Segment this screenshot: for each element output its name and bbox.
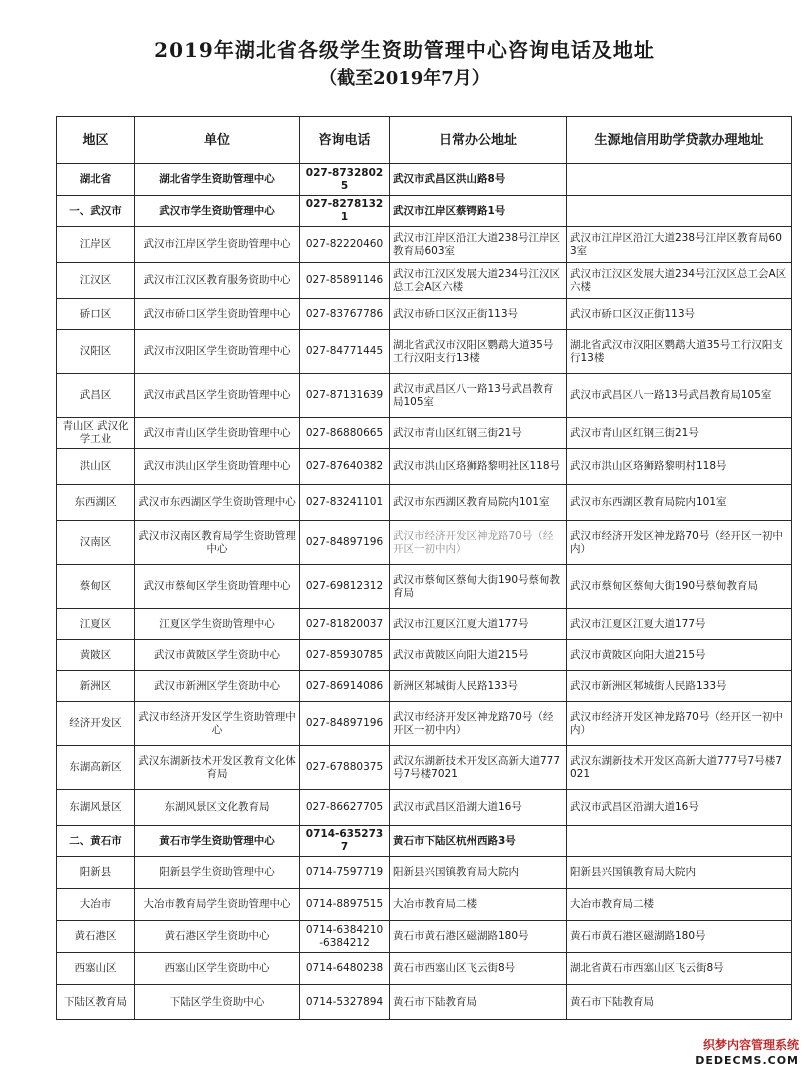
table-row [57, 374, 792, 418]
address-cell: 武汉市蔡甸区蔡甸大街190号蔡甸教育局 [390, 565, 567, 609]
phone-cell: 027-87131639 [300, 374, 390, 418]
address-cell: 武汉市黄陂区向阳大道215号 [390, 640, 567, 671]
loan-address-cell: 武汉市东西湖区教育局院内101室 [567, 485, 792, 521]
phone-cell: 027-84897196 [300, 702, 390, 746]
unit-cell: 武汉东湖新技术开发区教育文化体育局 [135, 746, 300, 790]
unit-cell: 武汉市硚口区学生资助管理中心 [135, 299, 300, 330]
phone-cell: 0714-6384210 -6384212 [300, 921, 390, 953]
address-cell: 武汉市硚口区汉正街113号 [390, 299, 567, 330]
unit-cell: 武汉市黄陂区学生资助中心 [135, 640, 300, 671]
region-cell: 硚口区 [57, 299, 135, 330]
unit-cell: 武汉市蔡甸区学生资助管理中心 [135, 565, 300, 609]
table-row [57, 746, 792, 790]
unit-cell: 武汉市江岸区学生资助管理中心 [135, 227, 300, 263]
address-cell: 武汉市经济开发区神龙路70号（经开区一初中内） [390, 702, 567, 746]
address-cell: 武汉市江夏区江夏大道177号 [390, 609, 567, 640]
address-cell: 武汉市武昌区洪山路8号 [390, 164, 567, 196]
document-subtitle: （截至2019年7月） [319, 68, 490, 89]
unit-cell: 黄石港区学生资助中心 [135, 921, 300, 953]
loan-address-cell: 阳新县兴国镇教育局大院内 [567, 857, 792, 889]
loan-address-cell: 湖北省黄石市西塞山区飞云街8号 [567, 953, 792, 985]
loan-address-cell: 武汉市江夏区江夏大道177号 [567, 609, 792, 640]
table-row [57, 449, 792, 485]
loan-address-cell: 黄石市下陆教育局 [567, 985, 792, 1020]
region-cell: 东湖高新区 [57, 746, 135, 790]
column-header-address: 日常办公地址 [390, 117, 567, 164]
table-row [57, 921, 792, 953]
loan-address-cell: 武汉市武昌区八一路13号武昌教育局105室 [567, 374, 792, 418]
table-row [57, 702, 792, 746]
column-header-loan-address: 生源地信用助学贷款办理地址 [567, 117, 792, 164]
phone-cell: 027-86914086 [300, 671, 390, 702]
column-header-phone: 咨询电话 [300, 117, 390, 164]
loan-address-cell: 武汉市江汉区发展大道234号江汉区总工会A区六楼 [567, 263, 792, 299]
region-cell: 东西湖区 [57, 485, 135, 521]
address-cell: 武汉市洪山区珞狮路黎明社区118号 [390, 449, 567, 485]
unit-cell: 武汉市武昌区学生资助管理中心 [135, 374, 300, 418]
region-cell: 洪山区 [57, 449, 135, 485]
document-title: 2019年湖北省各级学生资助管理中心咨询电话及地址 [154, 38, 655, 62]
unit-cell: 下陆区学生资助中心 [135, 985, 300, 1020]
region-cell: 武昌区 [57, 374, 135, 418]
phone-cell: 027-84771445 [300, 330, 390, 374]
region-cell: 江岸区 [57, 227, 135, 263]
address-cell: 阳新县兴国镇教育局大院内 [390, 857, 567, 889]
table-row [57, 671, 792, 702]
region-cell: 江夏区 [57, 609, 135, 640]
address-cell: 武汉市江岸区沿江大道238号江岸区教育局603室 [390, 227, 567, 263]
phone-cell: 027-69812312 [300, 565, 390, 609]
loan-address-cell: 大冶市教育局二楼 [567, 889, 792, 921]
table-row [57, 263, 792, 299]
table-row [57, 640, 792, 671]
unit-cell: 东湖风景区文化教育局 [135, 790, 300, 826]
table-row [57, 299, 792, 330]
table-row [57, 521, 792, 565]
loan-address-cell: 武汉市硚口区汉正街113号 [567, 299, 792, 330]
table-row [57, 985, 792, 1020]
loan-address-cell: 武汉市黄陂区向阳大道215号 [567, 640, 792, 671]
phone-cell: 027-86627705 [300, 790, 390, 826]
watermark-logo [695, 1038, 799, 1068]
loan-address-cell: 黄石市黄石港区磁湖路180号 [567, 921, 792, 953]
region-cell: 新洲区 [57, 671, 135, 702]
phone-cell: 027-85891146 [300, 263, 390, 299]
table-row [57, 330, 792, 374]
table-row [57, 227, 792, 263]
loan-address-cell [567, 196, 792, 227]
region-cell: 蔡甸区 [57, 565, 135, 609]
unit-cell: 黄石市学生资助管理中心 [135, 826, 300, 857]
unit-cell: 武汉市东西湖区学生资助管理中心 [135, 485, 300, 521]
loan-address-cell [567, 826, 792, 857]
region-cell: 汉阳区 [57, 330, 135, 374]
table-row [57, 196, 792, 227]
loan-address-cell: 武汉市青山区红钢三街21号 [567, 418, 792, 449]
address-cell: 新洲区邾城街人民路133号 [390, 671, 567, 702]
table-row [57, 418, 792, 449]
table-row [57, 485, 792, 521]
phone-cell: 027-87640382 [300, 449, 390, 485]
phone-cell: 027-83241101 [300, 485, 390, 521]
address-cell: 黄石市下陆区杭州西路3号 [390, 826, 567, 857]
unit-cell: 武汉市青山区学生资助管理中心 [135, 418, 300, 449]
region-cell: 二、黄石市 [57, 826, 135, 857]
address-cell: 大冶市教育局二楼 [390, 889, 567, 921]
phone-cell: 027-84897196 [300, 521, 390, 565]
loan-address-cell: 武汉市蔡甸区蔡甸大街190号蔡甸教育局 [567, 565, 792, 609]
table-row [57, 857, 792, 889]
table-row [57, 164, 792, 196]
watermark-url: DEDECMS.COM [695, 1054, 799, 1067]
loan-address-cell: 武汉市经济开发区神龙路70号（经开区一初中内） [567, 702, 792, 746]
table-row [57, 826, 792, 857]
region-cell: 经济开发区 [57, 702, 135, 746]
unit-cell: 武汉市汉阳区学生资助管理中心 [135, 330, 300, 374]
address-cell: 黄石市西塞山区飞云街8号 [390, 953, 567, 985]
unit-cell: 江夏区学生资助管理中心 [135, 609, 300, 640]
region-cell: 东湖风景区 [57, 790, 135, 826]
phone-cell: 0714-6352737 [300, 826, 390, 857]
region-cell: 江汉区 [57, 263, 135, 299]
phone-cell: 027-81820037 [300, 609, 390, 640]
region-cell: 黄陂区 [57, 640, 135, 671]
address-cell: 武汉市东西湖区教育局院内101室 [390, 485, 567, 521]
phone-cell: 027-82781321 [300, 196, 390, 227]
phone-cell: 027-82220460 [300, 227, 390, 263]
table-body [57, 164, 792, 1020]
watermark-text: 织梦内容管理系统 [702, 1038, 799, 1052]
phone-cell: 027-83767786 [300, 299, 390, 330]
unit-cell: 武汉市江汉区教育服务资助中心 [135, 263, 300, 299]
unit-cell: 湖北省学生资助管理中心 [135, 164, 300, 196]
unit-cell: 武汉市新洲区学生资助中心 [135, 671, 300, 702]
address-cell: 武汉市江汉区发展大道234号江汉区总工会A区六楼 [390, 263, 567, 299]
loan-address-cell: 武汉东湖新技术开发区高新大道777号7号楼7021 [567, 746, 792, 790]
loan-address-cell: 武汉市经济开发区神龙路70号（经开区一初中内） [567, 521, 792, 565]
address-cell: 武汉市武昌区八一路13号武昌教育局105室 [390, 374, 567, 418]
table-row [57, 889, 792, 921]
address-cell: 黄石市下陆教育局 [390, 985, 567, 1020]
phone-cell: 027-67880375 [300, 746, 390, 790]
loan-address-cell [567, 164, 792, 196]
address-cell: 武汉市武昌区沿湖大道16号 [390, 790, 567, 826]
phone-cell: 027-87328025 [300, 164, 390, 196]
column-header-region: 地区 [57, 117, 135, 164]
unit-cell: 武汉市学生资助管理中心 [135, 196, 300, 227]
region-cell: 湖北省 [57, 164, 135, 196]
phone-cell: 0714-6480238 [300, 953, 390, 985]
address-cell: 武汉东湖新技术开发区高新大道777号7号楼7021 [390, 746, 567, 790]
table-header-row [57, 117, 792, 164]
region-cell: 一、武汉市 [57, 196, 135, 227]
table-row [57, 953, 792, 985]
region-cell: 黄石港区 [57, 921, 135, 953]
address-cell: 湖北省武汉市汉阳区鹦鹉大道35号工行汉阳支行13楼 [390, 330, 567, 374]
phone-cell: 0714-8897515 [300, 889, 390, 921]
unit-cell: 武汉市经济开发区学生资助管理中心 [135, 702, 300, 746]
loan-address-cell: 武汉市武昌区沿湖大道16号 [567, 790, 792, 826]
unit-cell: 武汉市洪山区学生资助管理中心 [135, 449, 300, 485]
unit-cell: 阳新县学生资助管理中心 [135, 857, 300, 889]
loan-address-cell: 武汉市江岸区沿江大道238号江岸区教育局603室 [567, 227, 792, 263]
region-cell: 汉南区 [57, 521, 135, 565]
phone-cell: 0714-7597719 [300, 857, 390, 889]
phone-cell: 0714-5327894 [300, 985, 390, 1020]
table-row [57, 565, 792, 609]
phone-cell: 027-85930785 [300, 640, 390, 671]
column-header-unit: 单位 [135, 117, 300, 164]
unit-cell: 武汉市汉南区教育局学生资助管理中心 [135, 521, 300, 565]
table-row [57, 609, 792, 640]
phone-cell: 027-86880665 [300, 418, 390, 449]
contact-table [56, 116, 792, 1020]
address-cell: 武汉市经济开发区神龙路70号（经开区一初中内） [390, 521, 567, 565]
address-cell: 黄石市黄石港区磁湖路180号 [390, 921, 567, 953]
unit-cell: 西塞山区学生资助中心 [135, 953, 300, 985]
loan-address-cell: 武汉市新洲区邾城街人民路133号 [567, 671, 792, 702]
address-cell: 武汉市青山区红钢三街21号 [390, 418, 567, 449]
region-cell: 西塞山区 [57, 953, 135, 985]
region-cell: 阳新县 [57, 857, 135, 889]
loan-address-cell: 武汉市洪山区珞狮路黎明村118号 [567, 449, 792, 485]
region-cell: 下陆区教育局 [57, 985, 135, 1020]
region-cell: 大冶市 [57, 889, 135, 921]
address-cell: 武汉市江岸区蔡锷路1号 [390, 196, 567, 227]
unit-cell: 大冶市教育局学生资助管理中心 [135, 889, 300, 921]
table-row [57, 790, 792, 826]
region-cell: 青山区 武汉化学工业 [57, 418, 135, 449]
loan-address-cell: 湖北省武汉市汉阳区鹦鹉大道35号工行汉阳支行13楼 [567, 330, 792, 374]
